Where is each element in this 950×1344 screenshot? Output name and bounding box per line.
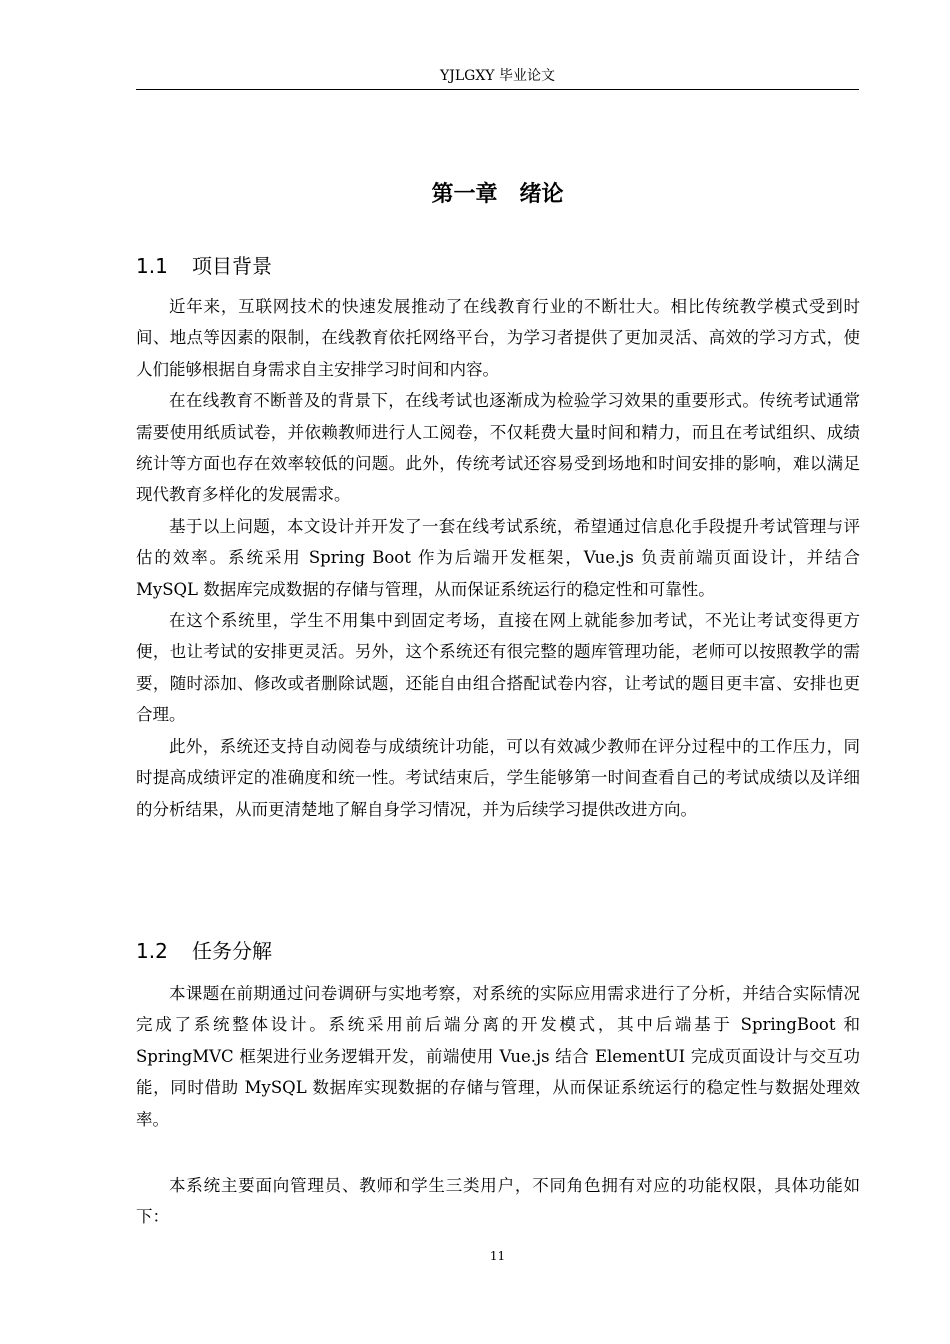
paragraph: 在在线教育不断普及的背景下，在线考试也逐渐成为检验学习效果的重要形式。传统考试通常需要使用纸质试卷，并依赖教师进行人工阅卷，不仅耗费大量时间和精力，而且在考试组织、成绩统计等方面也存在效率较低的问题。此外，传统考试还容易受到场地和时间安排的影响，难以满足现代教育多样化的发展需求。 [136, 391, 860, 505]
section-body-1-2 [136, 978, 860, 1135]
section-heading-1-2 [136, 937, 272, 965]
section-heading-1-1 [136, 252, 272, 280]
paragraph: 在这个系统里，学生不用集中到固定考场，直接在网上就能参加考试，不光让考试变得更方便，也让考试的安排更灵活。另外，这个系统还有很完整的题库管理功能，老师可以按照教学的需要，随时添加、修改或者删除试题，还能自由组合搭配试卷内容，让考试的题目更丰富、安排也更合理。 [136, 611, 860, 725]
paragraph: 近年来，互联网技术的快速发展推动了在线教育行业的不断壮大。相比传统教学模式受到时间、地点等因素的限制，在线教育依托网络平台，为学习者提供了更加灵活、高效的学习方式，使人们能够根据自身需求自主安排学习时间和内容。 [136, 297, 860, 379]
page-number: 11 [489, 1249, 506, 1263]
chapter-title: 第一章 绪论 [431, 182, 564, 207]
paragraph: 基于以上问题，本文设计并开发了一套在线考试系统，希望通过信息化手段提升考试管理与评估的效率。系统采用 Spring Boot 作为后端开发框架，Vue.js 负责前端页面设计，并结合 MySQL 数据库完成数据的存储与管理，从而保证系统运行的稳定性和可靠性。 [136, 516, 860, 599]
section-title: 项目背景 [192, 254, 272, 278]
section-number: 1.1 [136, 254, 168, 278]
section-title: 任务分解 [192, 939, 272, 963]
section-body-1-2-continued [136, 1170, 860, 1233]
paragraph: 此外，系统还支持自动阅卷与成绩统计功能，可以有效减少教师在评分过程中的工作压力，同时提高成绩评定的准确度和统一性。考试结束后，学生能够第一时间查看自己的考试成绩以及详细的分析结果，从而更清楚地了解自身学习情况，并为后续学习提供改进方向。 [136, 736, 860, 819]
paragraph: 本系统主要面向管理员、教师和学生三类用户，不同角色拥有对应的功能权限，具体功能如下： [136, 1176, 860, 1227]
header-rule [136, 89, 859, 90]
running-header: YJLGXY 毕业论文 [440, 68, 555, 84]
section-number: 1.2 [136, 939, 168, 963]
section-body-1-1 [136, 291, 860, 825]
paragraph: 本课题在前期通过问卷调研与实地考察，对系统的实际应用需求进行了分析，并结合实际情况完成了系统整体设计。系统采用前后端分离的开发模式，其中后端基于 SpringBoot 和 SpringMVC 框架进行业务逻辑开发，前端使用 Vue.js 结合 ElementUI 完成页面设计与交互功能，同时借助 MySQL 数据库实现数据的存储与管理，从而保证系统运行的稳定性与数据处理效率。 [136, 984, 860, 1129]
